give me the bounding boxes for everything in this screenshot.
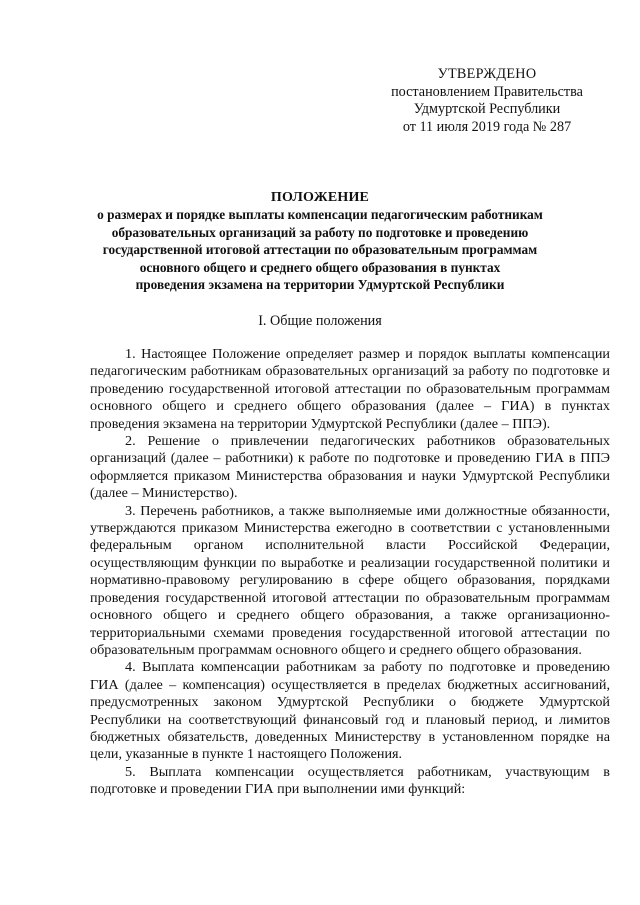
paragraph-4: 4. Выплата компенсации работникам за работу по подготовке и проведению ГИА (далее – компенсация) осуществляется в пределах бюджетных ассигнований, предусмотренных законом Удмуртской Республики о бюджете Удмуртской Республики на соответствующий финансовый год и плановый период, и лимитов бюджетных обязательств, доведенных Министерству в установленном порядке на цели, указанные в пункте 1 настоящего Положения.	[90, 659, 610, 763]
document-subtitle-line-3: государственной итоговой аттестации по образовательным программам	[102, 242, 538, 258]
approval-line-2: Удмуртской Республики	[413, 101, 561, 117]
paragraph-1: 1. Настоящее Положение определяет размер и порядок выплаты компенсации педагогическим работникам образовательных организаций за работу по подготовке и проведению государственной итоговой аттестации по образовательным программам основного общего и среднего общего образования (далее – ГИА) в пунктах проведения экзамена на территории Удмуртской Республики (далее – ППЭ).	[90, 346, 610, 432]
document-title: ПОЛОЖЕНИЕ	[270, 190, 370, 205]
paragraph-5: 5. Выплата компенсации осуществляется работникам, участвующим в подготовке и проведении ГИА при выполнении ими функций:	[90, 763, 610, 798]
document-subtitle-line-2: образовательных организаций за работу по подготовке и проведению	[111, 224, 529, 240]
document-subtitle-line-4: основного общего и среднего общего образования в пунктах	[139, 259, 501, 275]
approval-line-1: постановлением Правительства	[391, 83, 583, 100]
section-heading: I. Общие положения	[258, 313, 382, 329]
paragraph-2: 2. Решение о привлечении педагогических работников образовательных организаций (далее – работники) к работе по подготовке и проведению ГИА в ППЭ оформляется приказом Министерства образования и науки Удмуртской Республики (далее – Министерство).	[90, 433, 610, 502]
paragraph-3: 3. Перечень работников, а также выполняемые ими должностные обязанности, утверждаются приказом Министерства ежегодно в соответствии с установленными федеральным органом исполнительной власти Российской Федерации, осуществляющим функции по выработке и реализации государственной политики и нормативно-правовому регулированию в сфере общего образования, порядками проведения государственной итоговой аттестации по образовательным программам основного общего и среднего общего образования, а также организационно-территориальными схемами проведения государственной итоговой аттестации по образовательным программам основного общего и среднего общего образования.	[90, 502, 610, 658]
document-subtitle-line-1: о размерах и порядке выплаты компенсации педагогическим работникам	[97, 207, 543, 223]
approval-block	[372, 66, 602, 136]
approval-title: УТВЕРЖДЕНО	[437, 66, 537, 82]
approval-line-3: от 11 июля 2019 года № 287	[402, 118, 572, 135]
document-title-block	[70, 189, 570, 293]
document-subtitle-line-5: проведения экзамена на территории Удмуртской Республики	[135, 277, 505, 293]
document-body	[90, 346, 610, 799]
